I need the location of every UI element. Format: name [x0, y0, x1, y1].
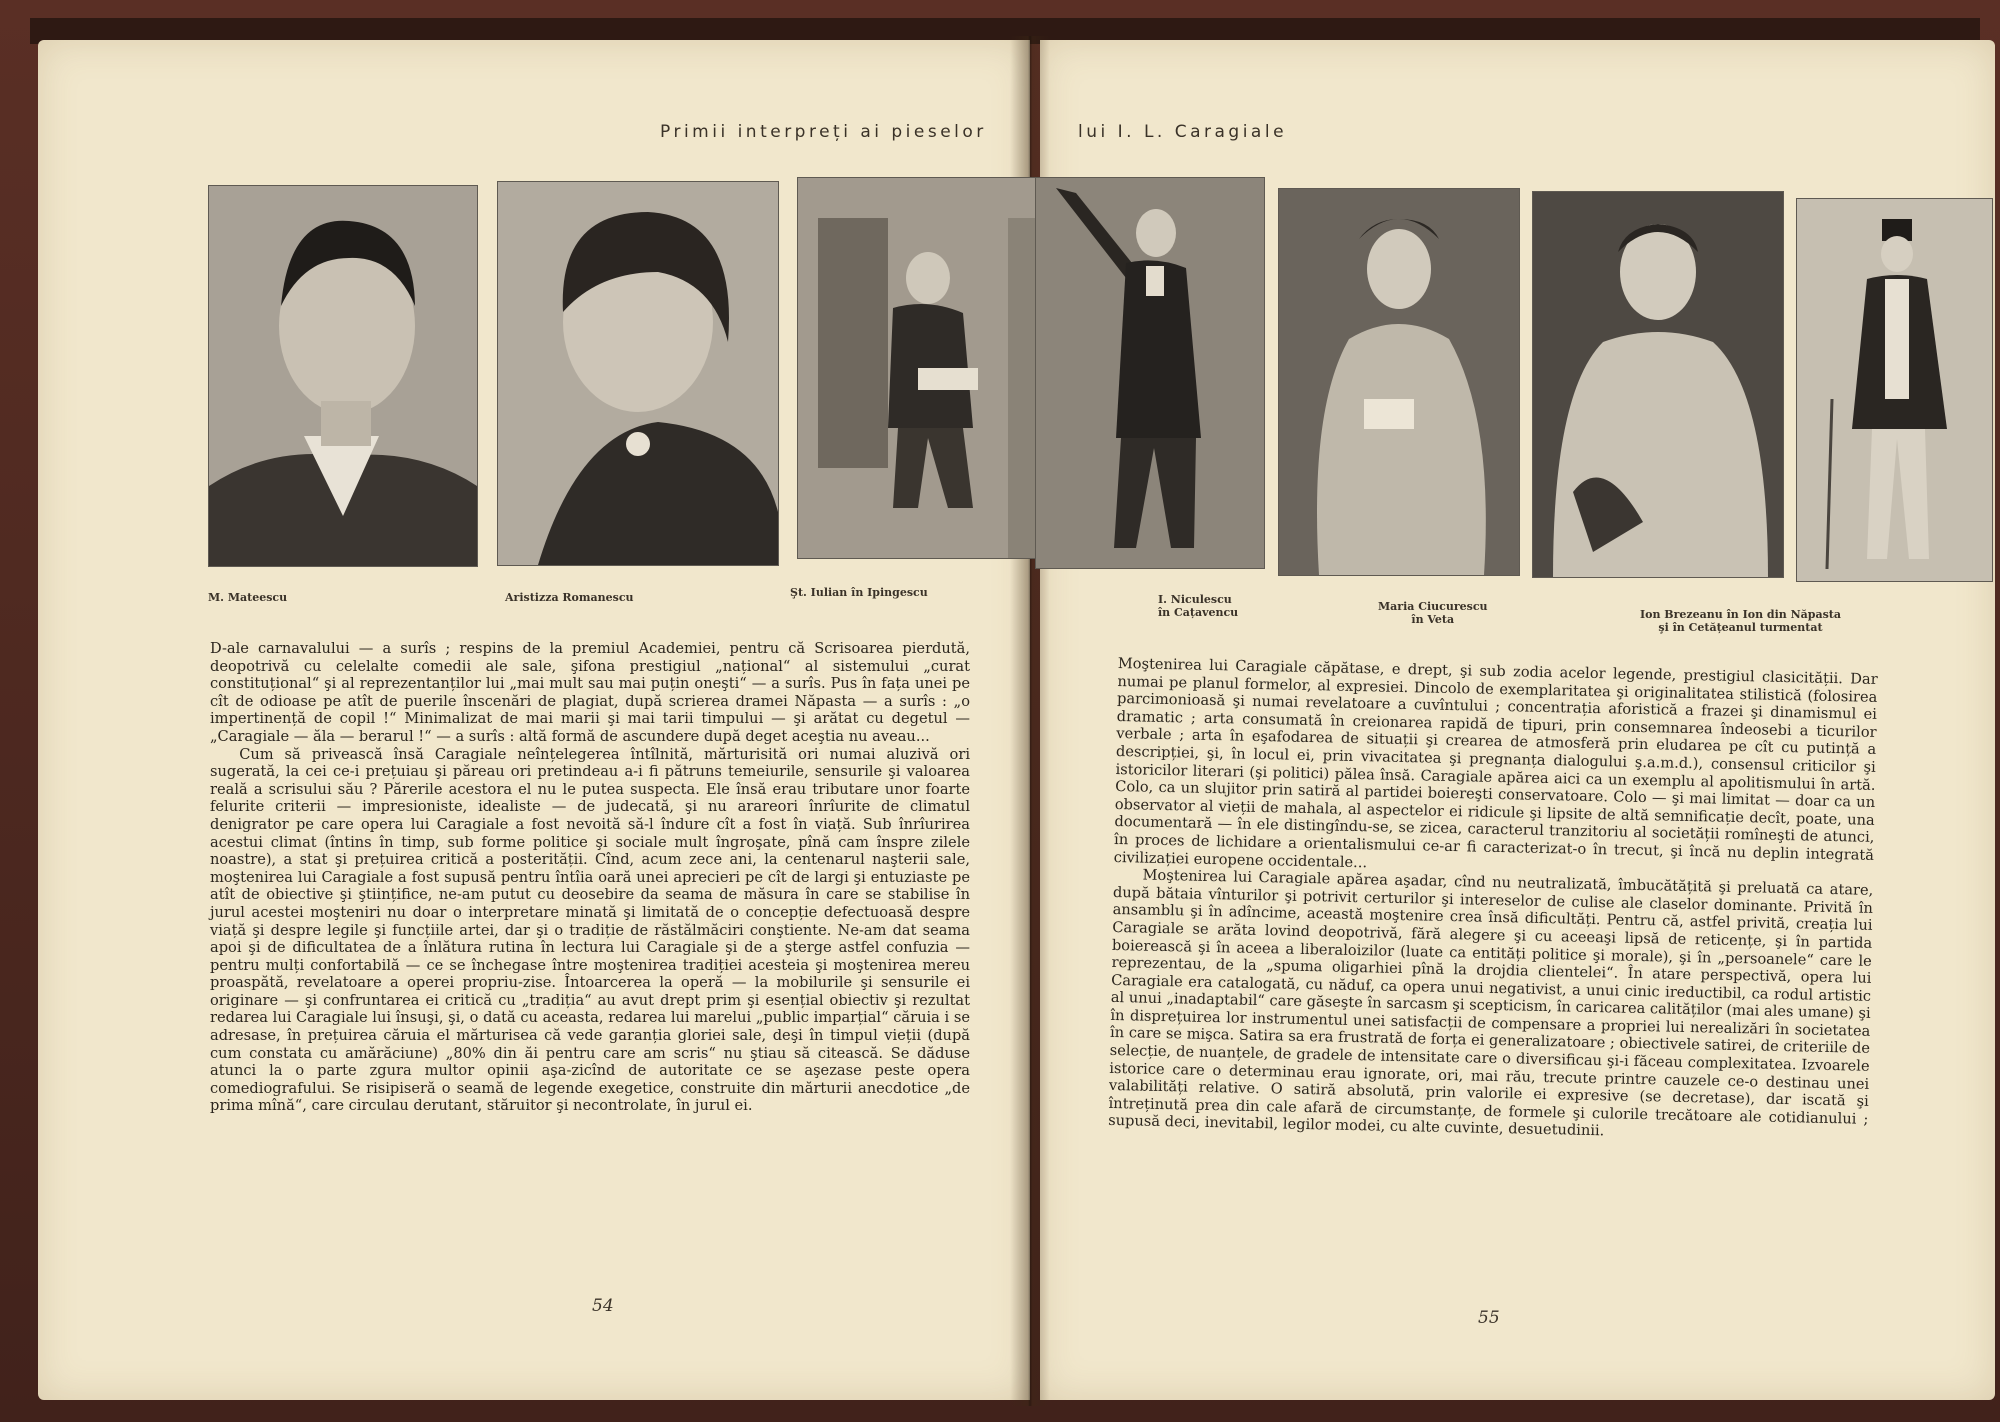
portrait-photo-romanescu — [497, 181, 779, 566]
caption-romanescu: Aristizza Romanescu — [505, 591, 634, 604]
caption-brezeanu — [1640, 608, 1841, 634]
running-head-left: Primii interpreți ai pieselor — [660, 122, 987, 142]
caption-mateescu: M. Mateescu — [208, 591, 288, 604]
left-paragraph-1: D-ale carnavalului — a surîs ; respins de la premiul Academiei, pentru că Scrisoarea pierdută, deopotrivă cu celelalte comedii ale sale, şifona prestigiul „național“ al sistemului „curat constituțional“ şi al reprezentanților lui „mai mult sau mai puțin oneşti“ — a surîs. Pus în fața unei pe cît de odioase pe atît de puerile înscenări de plagiat, după scrierea dramei Năpasta — a surîs : „o impertinență de copil !“ Minimalizat de mai marii şi mai tarii timpului — şi arătat cu degetul — „Caragiale — ăla — berarul !“ — a surîs : altă formă de ascundere după deget aceştia nu aveau... — [210, 640, 970, 745]
right-paragraph-1: Moştenirea lui Caragiale căpătase, e drept, şi sub zodia acelor legende, prestigiul clasicității. Dar numai pe planul formelor, al expresiei. Dincolo de exemplaritatea şi originalitatea stilistică (folosirea parcimonioasă şi numai revelatoare a cuvîntului ; concentrația aforistică a frazei şi dinamismul ei dramatic ; arta consumată în creionarea rapidă de tipuri, prin consemnarea îndeosebi a ticurilor verbale ; arta în eşafodarea de situații şi crearea de atmosferă prin eludarea pe cît cu putință a descripției, şi, în locul ei, prin vivacitatea şi pregnanța dialogului ş.a.m.d.), consensul criticilor şi istoricilor literari (şi politici) pălea însă. Caragiale apărea aici ca un exemplu al apolitismului în artă. Colo, ca un slujitor prin satiră al partidei boiereşti conservatoare. Colo — şi mai limitat — doar ca un observator al vieții de mahala, al aspectelor ei ridicule şi lipsite de altă semnificație decît, poate, una documentară — în ele distingîndu-se, se zicea, caracterul tranzitoriu al societății romîneşti de atunci, în proces de lichidare a orientalismului ce-ar fi caracterizat-o în trecut, şi încă nu deplin integrată civilizației europene occidentale... — [1113, 655, 1878, 871]
caption-ciucurescu-line1: Maria Ciucurescu — [1378, 600, 1488, 613]
caption-ciucurescu-line2: în Veta — [1411, 613, 1455, 626]
left-page-text — [210, 640, 970, 1115]
stage-photo-iulian — [797, 177, 1037, 559]
running-head-right: lui I. L. Caragiale — [1078, 122, 1288, 142]
caption-niculescu-line2: în Cațavencu — [1158, 606, 1239, 619]
right-paragraph-2: Moştenirea lui Caragiale apărea aşadar, cînd nu neutralizată, îmbucătățită şi preluată ca atare, după bătaia vînturilor şi potrivit certurilor şi intereselor de culise ale claselor dominante. Privită în ansamblu şi în adîncime, această moştenire crea însă dificultăți. Pentru că, astfel privită, creația lui Caragiale se arăta lovind deopotrivă, fără alegere şi cu aceeaşi lipsă de reticențe, şi în partida boierească şi în aceea a liberaloizilor (luate ca entități politice şi morale), şi în „persoanele“ care le reprezentau, de la „spuma oligarhiei pînă la drojdia clientelei“. În atare perspectivă, opera lui Caragiale era catalogată, cu năduf, ca opera unui negativist, a unui cinic ireductibil, ca rodul artistic al unui „inadaptabil“ care găseşte în sarcasm şi scepticism, în caricarea calităților (mai ales umane) şi în disprețuirea lor instrumentul unei satisfacții de compensare a propriei lui nerealizări în societatea în care se mişca. Satira sa era frustrată de forța ei generalizatoare ; obiectivele satirei, de criteriile de selecție, de nuanțele, de gradele de intensitate care o diversificau şi-i făceau complexitatea. Izvoarele istorice care o determinau erau ignorate, ori, mai rău, trecute printre cauzele ce-o destinau unei valabilități relative. O satiră absolută, prin valorile ei expresive (se decretase), dar iscată şi întreținută prea din cale afară de circumstanțe, de formele şi culorile trecătoare ale cotidianului ; supusă deci, inevitabil, legilor modei, cu alte cuvinte, desuetudinii. — [1108, 866, 1874, 1140]
page-number-left: 54 — [592, 1296, 614, 1316]
stage-photo-niculescu — [1035, 177, 1265, 569]
left-paragraph-2: Cum să privească însă Caragiale neînțelegerea întîlnită, mărturisită ori numai aluzivă ori sugerată, la cei ce-i prețuiau şi păreau ori pretindeau a-i fi pătruns temeiurile, sensurile şi valoarea reală a scrisului său ? Părerile acestora el nu le putea suspecta. Ele însă erau tributare unor foarte felurite criterii — impresioniste, idealiste — de judecată, şi nu arareori înrîurite de climatul denigrator pe care opera lui Caragiale a fost nevoită să-l îndure cît a fost în viață. Sub înrîurirea acestui climat (întins în timp, sub forme politice şi sociale mult îngroşate, pînă cam înspre zilele noastre), a stat şi prețuirea critică a posterității. Cînd, acum zece ani, la centenarul naşterii sale, moştenirea lui Caragiale a fost supusă pentru întîia oară unei aprecieri pe cît de largi şi entuziaste pe atît de obiective şi ştiințifice, ne-am putut cu deosebire da seama de măsura în care se stabilise în jurul acestei moşteniri nu doar o interpretare minată şi limitată de o concepție defectuoasă despre viață şi despre legile şi funcțiile artei, dar şi o tradiție de răstălmăciri conştiente. Ne-am dat seama apoi şi de dificultatea de a înlătura rutina în lectura lui Caragiale şi de a şterge astfel confuzia — pentru mulți confortabilă — ce se închegase între moştenirea tradiției acesteia şi moştenirea mereu proaspătă, revelatoare a operei propriu-zise. Întoarcerea la operă — la mobilurile şi sensurile ei originare — şi confruntarea ei critică cu „tradiția“ au avut drept prim şi esențial obiectiv şi rezultat redarea lui Caragiale lui însuşi, şi, o dată cu aceasta, redarea lui marelui „public imparțial“ căruia i se adresase, în prețuirea căruia el mărturisea că vede garanția gloriei sale, deşi în timpul vieții (după cum constata cu amărăciune) „80% din ăi pentru care am scris“ nu ştiau să citească. Se dăduse atunci la o parte zgura multor opinii aşa-zicînd de autoritate ce se aşezase peste opera comediografului. Se risipiseră o seamă de legende exegetice, construite din mărturii anecdotice „de prima mînă“, care circulau derutant, stăruitor şi necontrolate, în jurul ei. — [210, 745, 970, 1115]
stage-photo-brezeanu-cetateanul — [1796, 198, 1993, 582]
portrait-photo-mateescu — [208, 185, 478, 567]
caption-iulian: Şt. Iulian în Ipingescu — [790, 586, 928, 599]
right-page-text — [1108, 655, 1878, 1146]
caption-brezeanu-line2: şi în Cetățeanul turmentat — [1658, 621, 1823, 634]
caption-niculescu — [1158, 593, 1238, 619]
caption-niculescu-line1: I. Niculescu — [1158, 593, 1232, 606]
stage-photo-ciucurescu — [1278, 188, 1520, 576]
caption-ciucurescu — [1378, 600, 1488, 626]
page-number-right: 55 — [1478, 1308, 1500, 1328]
caption-brezeanu-line1: Ion Brezeanu în Ion din Năpasta — [1640, 608, 1842, 621]
stage-photo-brezeanu — [1532, 191, 1784, 578]
